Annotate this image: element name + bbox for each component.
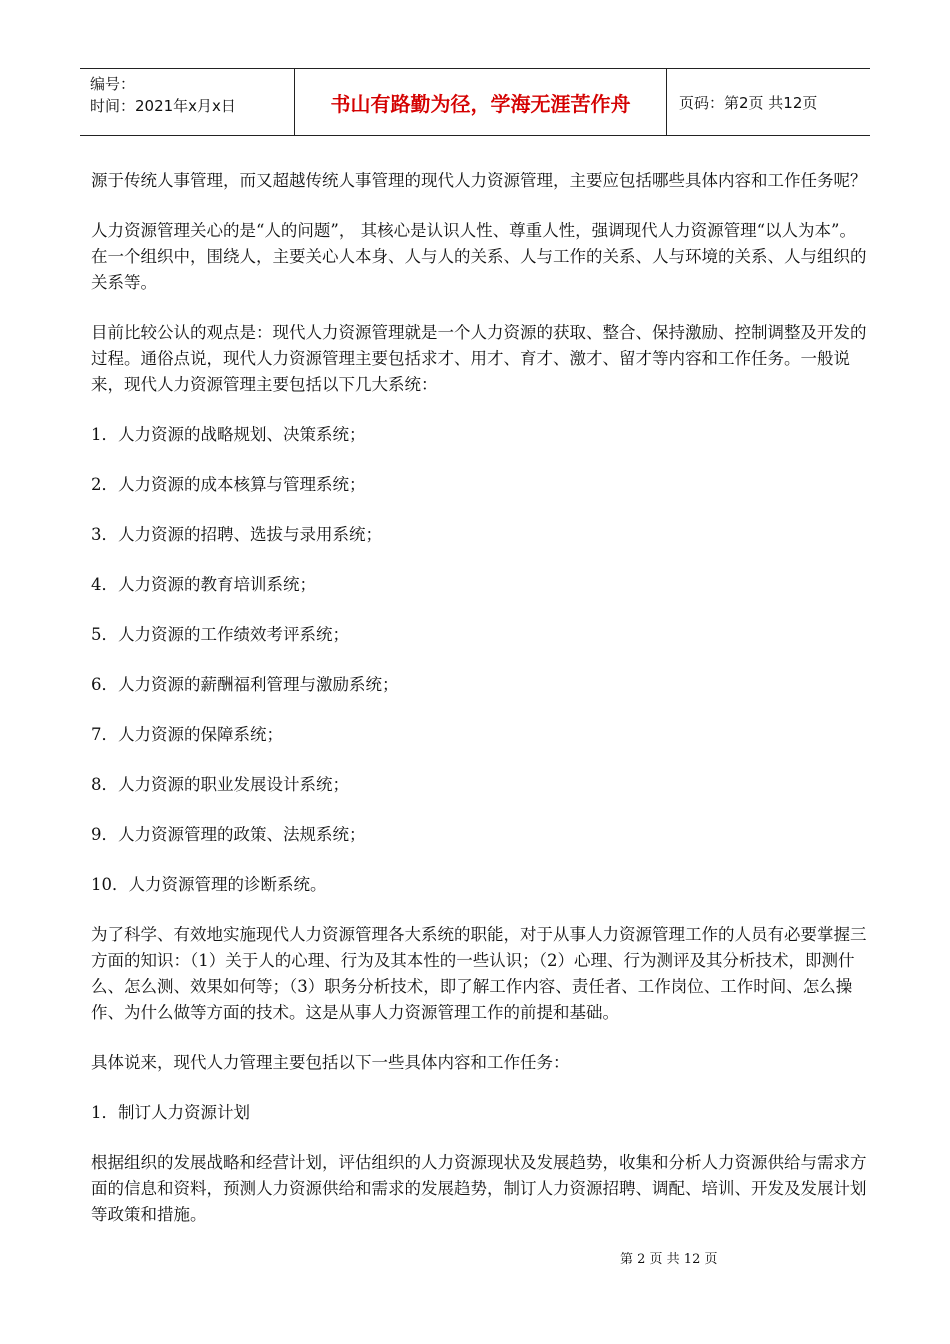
list-item: 5．人力资源的工作绩效考评系统； — [91, 625, 349, 644]
document-header — [80, 68, 870, 136]
header-meta — [80, 69, 295, 135]
list-item: 1．人力资源的战略规划、决策系统； — [91, 425, 366, 444]
list-item: 2．人力资源的成本核算与管理系统； — [91, 475, 366, 494]
document-body — [91, 168, 871, 1252]
list-item: 6．人力资源的薪酬福利管理与激励系统； — [91, 675, 399, 694]
document-number-label: 编号： — [90, 75, 136, 93]
list-item: 4．人力资源的教育培训系统； — [91, 575, 316, 594]
document-date: 时间：2021年x月x日 — [90, 97, 236, 115]
list-item: 7．人力资源的保障系统； — [91, 725, 283, 744]
list-item: 3．人力资源的招聘、选拔与录用系统； — [91, 525, 382, 544]
list-item: 9．人力资源管理的政策、法规系统； — [91, 825, 366, 844]
header-motto: 书山有路勤为径，学海无涯苦作舟 — [295, 69, 667, 135]
list-item: 8．人力资源的职业发展设计系统； — [91, 775, 349, 794]
paragraph-knowledge: 为了科学、有效地实施现代人力资源管理各大系统的职能，对于从事人力资源管理工作的人员有必要掌握三方面的知识：（1）关于人的心理、行为及其本性的一些认识；（2）心理、行为测评及其分析技术，即测什么、怎么测、效果如何等；（3）职务分析技术，即了解工作内容、责任者、工作岗位、工作时间、怎么操作、为什么做等方面的技术。这是从事人力资源管理工作的前提和基础。 — [91, 925, 867, 1022]
list-item: 10．人力资源管理的诊断系统。 — [91, 875, 327, 894]
paragraph-people-issues: 人力资源管理关心的是“人的问题”， 其核心是认识人性、尊重人性，强调现代人力资源管理“以人为本”。在一个组织中，围绕人，主要关心人本身、人与人的关系、人与工作的关系、人与环境的关系、人与组织的关系等。 — [91, 221, 867, 292]
header-page-info: 页码：第2页 共12页 — [679, 93, 818, 112]
systems-list — [91, 422, 871, 898]
paragraph-specifics: 具体说来，现代人力管理主要包括以下一些具体内容和工作任务： — [91, 1053, 570, 1072]
page-footer: 第 2 页 共 12 页 — [620, 1252, 718, 1267]
section-heading-hr-plan: 1．制订人力资源计划 — [91, 1103, 250, 1122]
paragraph-intro: 源于传统人事管理，而又超越传统人事管理的现代人力资源管理，主要应包括哪些具体内容和工作任务呢？ — [91, 171, 867, 190]
paragraph-hr-plan: 根据组织的发展战略和经营计划，评估组织的人力资源现状及发展趋势，收集和分析人力资源供给与需求方面的信息和资料，预测人力资源供给和需求的发展趋势，制订人力资源招聘、调配、培训、开发及发展计划等政策和措施。 — [91, 1153, 867, 1224]
paragraph-common-view: 目前比较公认的观点是：现代人力资源管理就是一个人力资源的获取、整合、保持激励、控制调整及开发的过程。通俗点说，现代人力资源管理主要包括求才、用才、育才、激才、留才等内容和工作任务。一般说来，现代人力资源管理主要包括以下几大系统： — [91, 323, 867, 394]
